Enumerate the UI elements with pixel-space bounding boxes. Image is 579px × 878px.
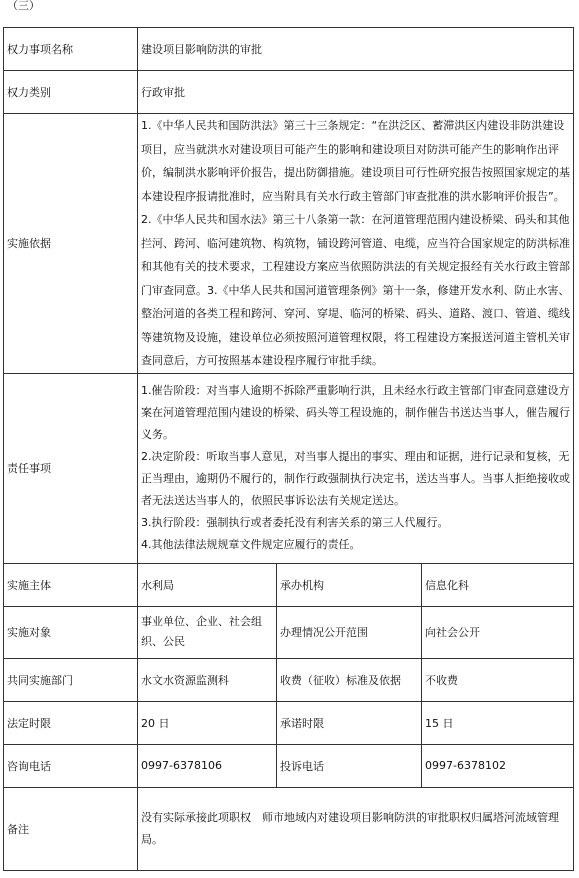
label-consult-phone: 咨询电话 — [4, 744, 138, 787]
value-responsibility — [138, 373, 574, 563]
responsibility-item: 4.其他法律法规规章文件规定应履行的责任。 — [141, 538, 361, 551]
value-target: 事业单位、企业、社会组织、公民 — [138, 606, 277, 658]
label-handling-org: 承办机构 — [277, 563, 422, 606]
responsibility-item: 1.催告阶段：对当事人逾期不拆除严重影响行洪，且未经水行政主管部门审查同意建设方案在河道管理范围内建设的桥梁、码头等工程设施的，制作催告书送达当事人，催告履行义务。 — [141, 384, 570, 441]
value-remark: 没有实际承接此项职权 师市地域内对建设项目影响防洪的审批职权归属塔河流域管理局。 — [138, 787, 574, 870]
value-promise-time: 15 日 — [422, 701, 574, 744]
row-dept — [4, 658, 574, 701]
responsibility-item: 3.执行阶段：强制执行或者委托没有利害关系的第三人代履行。 — [141, 516, 449, 529]
value-fee-standard: 不收费 — [422, 658, 574, 701]
label-responsibility: 责任事项 — [4, 373, 138, 563]
value-subject: 水利局 — [138, 563, 277, 606]
row-phone — [4, 744, 574, 787]
label-promise-time: 承诺时限 — [277, 701, 422, 744]
row-subject — [4, 563, 574, 606]
row-time — [4, 701, 574, 744]
row-basis — [4, 114, 574, 374]
label-disclosure-scope: 办理情况公开范围 — [277, 606, 422, 658]
row-remark — [4, 787, 574, 870]
label-joint-dept: 共同实施部门 — [4, 658, 138, 701]
label-category: 权力类别 — [4, 71, 138, 114]
value-handling-org: 信息化科 — [422, 563, 574, 606]
label-fee-standard: 收费（征收）标准及依据 — [277, 658, 422, 701]
section-heading: （三） — [7, 0, 40, 12]
power-item-table — [3, 27, 574, 871]
value-joint-dept: 水文水资源监测科 — [138, 658, 277, 701]
label-subject: 实施主体 — [4, 563, 138, 606]
label-remark: 备注 — [4, 787, 138, 870]
value-basis: 1.《中华人民共和国防洪法》第三十三条规定：“在洪泛区、蓄滞洪区内建设非防洪建设项目，应当就洪水对建设项目可能产生的影响和建设项目对防洪可能产生的影响作出评价，编制洪水影响评价报告，提出防御措施。建设项目可行性研究报告按照国家规定的基本建设程序报请批准时，应当附具有关水行政主管部门审查批准的洪水影响评价报告”。2.《中华人民共和国水法》第三十八条第一款：在河道管理范围内建设桥梁、码头和其他拦河、跨河、临河建筑物、构筑物，铺设跨河管道、电缆，应当符合国家规定的防洪标准和其他有关的技术要求，工程建设方案应当依照防洪法的有关规定报经有关水行政主管部门审查同意。3.《中华人民共和国河道管理条例》第十一条，修建开发水利、防止水害、整治河道的各类工程和跨河、穿河、穿堤、临河的桥梁、码头、道路、渡口、管道、缆线等建筑物及设施，建设单位必须按照河道管理权限，将工程建设方案报送河道主管机关审查同意后，方可按照基本建设程序履行审批手续。 — [138, 114, 574, 374]
value-legal-time: 20 日 — [138, 701, 277, 744]
value-category: 行政审批 — [138, 71, 574, 114]
responsibility-item: 2.决定阶段：听取当事人意见，对当事人提出的事实、理由和证据，进行记录和复核，无正当理由，逾期仍不履行的，制作行政强制执行决定书，送达当事人。当事人拒绝接收或者无法送达当事人的，依照民事诉讼法有关规定送达。 — [141, 450, 570, 507]
value-complaint-phone: 0997-6378102 — [422, 744, 574, 787]
value-consult-phone: 0997-6378106 — [138, 744, 277, 787]
label-item-name: 权力事项名称 — [4, 28, 138, 71]
label-target: 实施对象 — [4, 606, 138, 658]
row-item-name — [4, 28, 574, 71]
label-complaint-phone: 投诉电话 — [277, 744, 422, 787]
label-legal-time: 法定时限 — [4, 701, 138, 744]
value-item-name: 建设项目影响防洪的审批 — [138, 28, 574, 71]
row-target — [4, 606, 574, 658]
value-disclosure-scope: 向社会公开 — [422, 606, 574, 658]
label-basis: 实施依据 — [4, 114, 138, 374]
row-category — [4, 71, 574, 114]
row-responsibility — [4, 373, 574, 563]
